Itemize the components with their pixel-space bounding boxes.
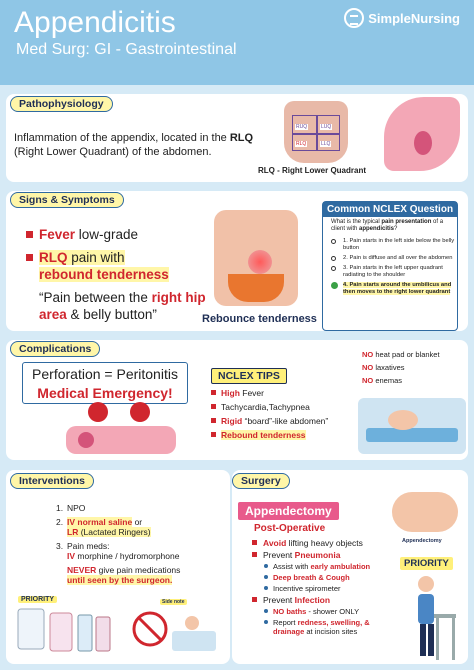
sign-rlq-pain: RLQ pain with rebound tenderness: [26, 249, 206, 283]
postop-no-baths: NO baths - shower ONLY: [252, 607, 392, 616]
bullet-square: [252, 540, 257, 545]
quadrant-label-rlq: RLQ: [296, 141, 307, 147]
interventions-tag: Interventions: [10, 473, 94, 489]
abdomen-quadrants-image: [284, 101, 348, 163]
appendectomy-caption: Appendectomy: [402, 538, 442, 544]
priority-badge: PRIORITY: [400, 557, 453, 570]
tip-rigid-abdomen: Rigid “board”-like abdomen”: [211, 416, 341, 426]
brand-name: SimpleNursing: [368, 10, 460, 26]
header-banner: [0, 0, 474, 85]
postop-incentive-spirometer: Incentive spirometer: [252, 584, 392, 593]
quadrant-label-luq: LUQ: [321, 124, 332, 130]
walker-patient-image: [404, 574, 460, 662]
postop-deep-breath: Deep breath & Cough: [252, 573, 392, 582]
nclex-tips-title: NCLEX TIPS: [211, 368, 287, 384]
bullet-square: [211, 432, 216, 437]
bullet-dot: [264, 620, 268, 624]
intervention-npo: 1. NPO: [56, 503, 86, 513]
page-subtitle: Med Surg: GI - Gastrointestinal: [16, 41, 237, 58]
graduation-cap-icon: [344, 8, 364, 28]
skull-warning-icon: [130, 402, 150, 422]
complications-tag: Complications: [10, 341, 100, 357]
sign-fever: Fever low-grade: [26, 226, 206, 243]
no-meds-patient-image: [128, 605, 220, 657]
signs-list: [26, 226, 206, 329]
bullet-dot: [264, 564, 268, 568]
nclex-option-2[interactable]: 2. Pain is diffuse and all over the abdomen: [331, 255, 455, 262]
post-operative-heading: Post-Operative: [254, 523, 326, 534]
pathophysiology-tag: Pathophysiology: [10, 96, 113, 112]
no-heat-pad: NO heat pad or blanket: [362, 350, 440, 359]
intervention-iv-fluids: 2. IV normal saline or LR (Lactated Ringers): [56, 517, 151, 537]
intervention-pain-meds: 3. Pain meds: IV morphine / hydromorphone: [56, 541, 180, 561]
nclex-question-box: [322, 201, 458, 331]
side-note-badge: Side note: [162, 599, 185, 605]
nclex-tips-list: [211, 388, 341, 444]
rebound-tenderness-image: [214, 210, 298, 306]
radio-icon: [331, 239, 336, 244]
bullet-square: [252, 597, 257, 602]
bullet-square: [211, 404, 216, 409]
appendectomy-heading: Appendectomy: [238, 502, 339, 520]
nclex-options: [331, 238, 455, 299]
nclex-option-1[interactable]: 1. Pain starts in the left side below the belly button: [331, 238, 455, 252]
brand-logo: [344, 8, 460, 28]
rebound-tenderness-label: Rebounce tenderness: [202, 313, 317, 325]
priority-badge: PRIORITY: [18, 596, 57, 603]
patient-heat-pad-image: [358, 398, 466, 454]
bullet-square: [211, 418, 216, 423]
sign-pain-location: “Pain between the right hip area & belly button”: [39, 290, 206, 322]
peritonitis-illustration: [56, 400, 182, 456]
page-title: Appendicitis: [14, 6, 176, 39]
interventions-list: [56, 503, 224, 589]
skull-warning-icon: [88, 402, 108, 422]
peritonitis-box: [22, 362, 188, 404]
intervention-never-meds: NEVER give pain medications until seen by the surgeon.: [67, 565, 181, 585]
postop-prevent-infection: Prevent Infection: [252, 595, 392, 605]
peritonitis-line: Perforation = Peritonitis: [32, 366, 178, 382]
medical-emergency-line: Medical Emergency!: [37, 385, 173, 401]
nclex-question-title: Common NCLEX Question: [323, 202, 457, 217]
tip-rebound-tenderness: Rebound tenderness: [211, 430, 341, 440]
tip-high-fever: High Fever: [211, 388, 341, 398]
bullet-square: [26, 231, 33, 238]
nclex-option-4-correct[interactable]: 4. Pain starts around the umbilicus and then moves to the right lower quadrant: [331, 282, 455, 296]
post-op-list: [252, 538, 392, 638]
bullet-square: [26, 254, 33, 261]
quadrant-label-ruq: RUQ: [296, 124, 308, 130]
checkmark-icon: [331, 282, 338, 289]
bullet-square: [252, 552, 257, 557]
postop-report-redness: Report redness, swelling, & drainage at incision sites: [252, 618, 392, 636]
pathophysiology-text: Inflammation of the appendix, located in the RLQ (Right Lower Quadrant) of the abdomen.: [14, 132, 254, 158]
postop-prevent-pneumonia: Prevent Pneumonia: [252, 550, 392, 560]
iv-bags-image: [16, 605, 112, 657]
nclex-option-3[interactable]: 3. Pain starts in the left upper quadrant radiating to the shoulder: [331, 265, 455, 279]
no-laxatives: NO laxatives: [362, 363, 405, 372]
rlq-caption: RLQ - Right Lower Quadrant: [258, 166, 366, 175]
bullet-dot: [264, 609, 268, 613]
bullet-square: [211, 390, 216, 395]
bullet-dot: [264, 575, 268, 579]
postop-avoid-lifting: Avoid lifting heavy objects: [252, 538, 392, 548]
tip-tachycardia: Tachycardia,Tachypnea: [211, 402, 341, 412]
appendectomy-image: [392, 492, 458, 532]
bullet-dot: [264, 586, 268, 590]
nclex-question-text: What is the typical pain presentation of a client with appendicitis?: [331, 219, 444, 232]
nclex-tips-box: [203, 364, 339, 456]
signs-tag: Signs & Symptoms: [10, 192, 124, 208]
quadrant-label-llq: LLQ: [321, 141, 331, 147]
radio-icon: [331, 256, 336, 261]
contraindications-list: [362, 350, 466, 389]
surgery-tag: Surgery: [232, 473, 290, 489]
postop-early-ambulation: Assist with early ambulation: [252, 562, 392, 571]
radio-icon: [331, 266, 336, 271]
no-enemas: NO enemas: [362, 376, 403, 385]
